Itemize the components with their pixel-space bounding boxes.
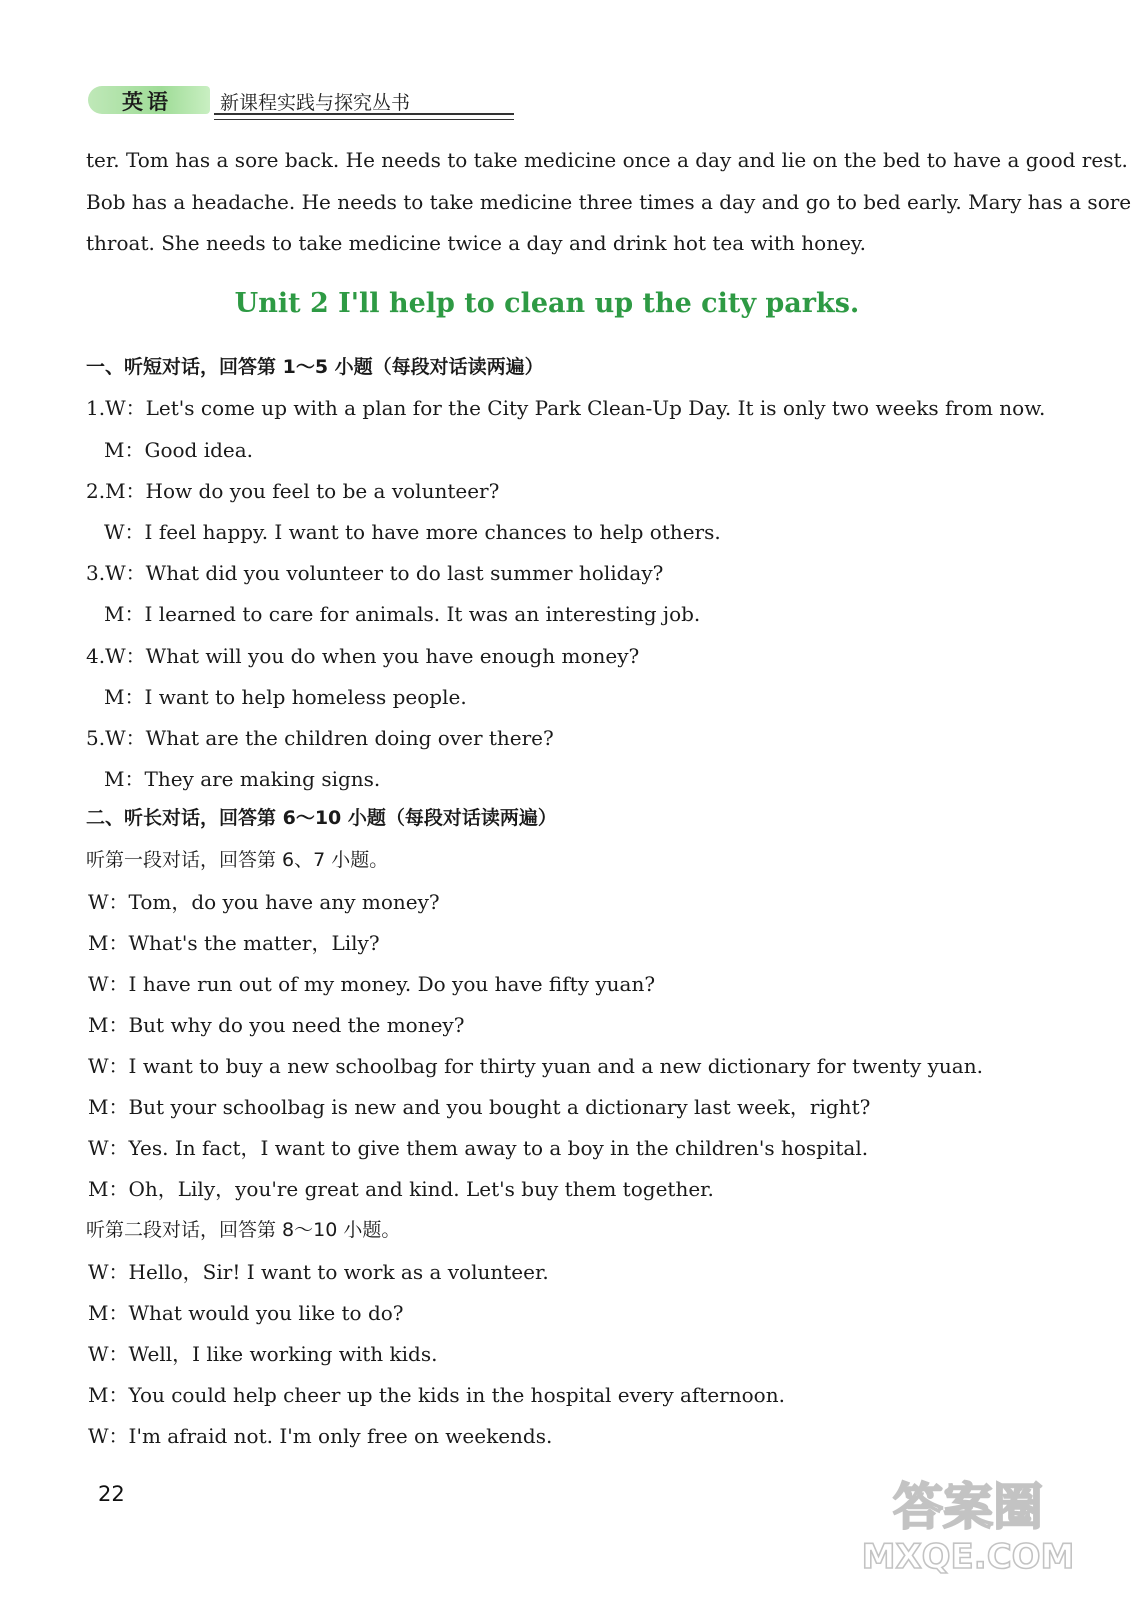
dialogue-line: 3.W：What did you volunteer to do last summer holiday? xyxy=(86,561,664,585)
watermark-text-bottom: MXQE.COM xyxy=(861,1537,1075,1577)
watermark-text-top: 答案圈 xyxy=(893,1478,1043,1536)
section-heading: 二、听长对话，回答第 6～10 小题（每段对话读两遍） xyxy=(86,807,557,829)
dialogue-line: M：I learned to care for animals. It was an interesting job. xyxy=(104,602,701,626)
dialogue-line: 4.W：What will you do when you have enough money? xyxy=(86,644,640,668)
dialogue-line: 5.W：What are the children doing over there? xyxy=(86,726,554,750)
dialogue-line: M：But your schoolbag is new and you bought a dictionary last week，right? xyxy=(88,1095,871,1119)
dialogue-line: W：I want to buy a new schoolbag for thirty yuan and a new dictionary for twenty yuan. xyxy=(88,1054,983,1078)
unit-title: Unit 2 I'll help to clean up the city parks. xyxy=(234,288,860,319)
intro-line: Bob has a headache. He needs to take medicine three times a day and go to bed early. Mary has a sore xyxy=(86,190,1131,214)
dialogue-line: 2.M：How do you feel to be a volunteer? xyxy=(86,479,500,503)
dialogue-line: M：What would you like to do? xyxy=(88,1301,404,1325)
dialogue-line: W：I feel happy. I want to have more chances to help others. xyxy=(104,520,721,544)
dialogue-line: M：Good idea. xyxy=(104,438,254,462)
intro-line: ter. Tom has a sore back. He needs to take medicine once a day and lie on the bed to have a good rest. xyxy=(86,148,1128,172)
subsection-heading: 听第一段对话，回答第 6、7 小题。 xyxy=(86,849,389,871)
dialogue-line: 1.W：Let's come up with a plan for the City Park Clean-Up Day. It is only two weeks from now. xyxy=(86,396,1046,420)
series-title: 新课程实践与探究丛书 xyxy=(220,92,411,114)
header-divider xyxy=(214,113,514,120)
dialogue-line: M：Oh，Lily，you're great and kind. Let's buy them together. xyxy=(88,1177,714,1201)
dialogue-line: W：Hello，Sir! I want to work as a volunteer. xyxy=(88,1260,549,1284)
site-watermark-logo xyxy=(861,1462,1075,1582)
subject-label: 英语 xyxy=(122,90,172,114)
page-number: 22 xyxy=(98,1482,125,1506)
dialogue-line: W：I have run out of my money. Do you have fifty yuan? xyxy=(88,972,656,996)
section-heading: 一、听短对话，回答第 1～5 小题（每段对话读两遍） xyxy=(86,356,544,378)
subsection-heading: 听第二段对话，回答第 8～10 小题。 xyxy=(86,1219,401,1241)
dialogue-line: W：Well，I like working with kids. xyxy=(88,1342,438,1366)
dialogue-line: M：But why do you need the money? xyxy=(88,1013,465,1037)
intro-line: throat. She needs to take medicine twice a day and drink hot tea with honey. xyxy=(86,231,866,255)
dialogue-line: W：Yes. In fact，I want to give them away to a boy in the children's hospital. xyxy=(88,1136,869,1160)
page-header xyxy=(88,80,428,120)
dialogue-line: M：What's the matter，Lily? xyxy=(88,931,380,955)
dialogue-line: W：I'm afraid not. I'm only free on weekends. xyxy=(88,1424,553,1448)
dialogue-line: M：You could help cheer up the kids in the hospital every afternoon. xyxy=(88,1383,785,1407)
dialogue-line: W：Tom，do you have any money? xyxy=(88,890,440,914)
dialogue-line: M：They are making signs. xyxy=(104,767,381,791)
dialogue-line: M：I want to help homeless people. xyxy=(104,685,467,709)
